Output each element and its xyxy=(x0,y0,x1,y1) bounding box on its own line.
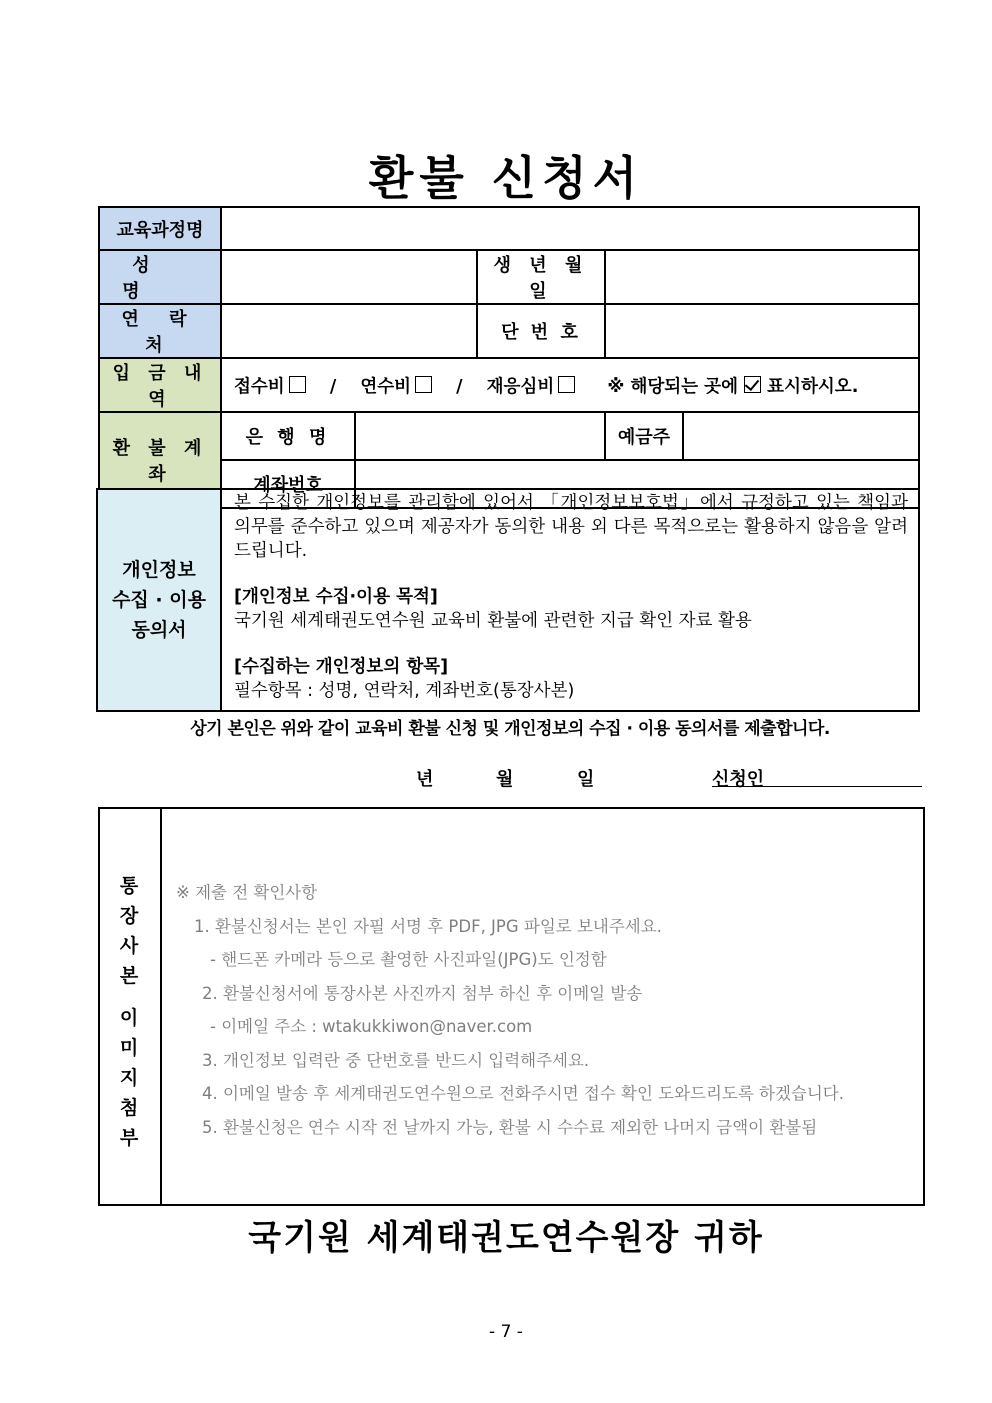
account-label: 계좌번호 xyxy=(221,460,355,508)
checklist-item: 1. 환불신청서는 본인 자필 서명 후 PDF, JPG 파일로 보내주세요. xyxy=(194,916,662,936)
signature-line[interactable] xyxy=(712,786,922,787)
checkbox[interactable] xyxy=(558,376,575,393)
items-heading: [수집하는 개인정보의 항목] xyxy=(234,657,449,677)
checklist-subitem: - 이메일 주소 : wtakukkiwon@naver.com xyxy=(210,1017,533,1036)
privacy-label: 개인정보 수집 · 이용 동의서 xyxy=(97,489,221,711)
applicant-table xyxy=(98,206,920,509)
checklist-item: 3. 개인정보 입력란 중 단번호를 반드시 입력해주세요. xyxy=(202,1050,590,1070)
privacy-intro: 본 수집한 개인정보를 관리함에 있어서 「개인정보보호법」에서 규정하고 있는 책임과 의무를 준수하고 있으며 제공자가 동의한 내용 외 다른 목적으로는 활용하지 않음을 알려드립니다. xyxy=(234,493,908,561)
contact-field[interactable] xyxy=(221,304,477,358)
checkbox[interactable] xyxy=(415,376,432,393)
course-field[interactable] xyxy=(221,207,919,250)
deposit-note: ※ 해당되는 곳에 표시하시오. xyxy=(607,376,859,397)
checklist-subitem: - 핸드폰 카메라 등으로 촬영한 사진파일(JPG)도 인정함 xyxy=(210,950,607,969)
option-reexam-fee[interactable]: 재응심비 xyxy=(487,377,576,397)
checkbox[interactable] xyxy=(289,376,306,393)
checklist-item: 2. 환불신청서에 통장사본 사진까지 첨부 하신 후 이메일 발송 xyxy=(202,983,643,1003)
deposit-options: 접수비 / 연수비 / 재응심비 ※ 해당되는 곳에 표시하시오. xyxy=(221,358,919,412)
checklist-item: 5. 환불신청은 연수 시작 전 날까지 가능, 환불 시 수수료 제외한 나머지 금액이 환불됨 xyxy=(202,1117,818,1137)
birth-field[interactable] xyxy=(605,250,919,304)
page-number: - 7 - xyxy=(489,1322,523,1342)
purpose-heading: [개인정보 수집·이용 목적] xyxy=(234,587,438,607)
applicant-label: 신청인 xyxy=(712,769,765,790)
name-field[interactable] xyxy=(221,250,477,304)
bank-label: 은 행 명 xyxy=(221,412,355,460)
dan-label: 단 번 호 xyxy=(477,304,605,358)
checklist-heading: ※ 제출 전 확인사항 xyxy=(176,883,318,902)
holder-field[interactable] xyxy=(683,412,919,460)
checklist-item: 4. 이메일 발송 후 세계태권도연수원으로 전화주시면 접수 확인 도와드리도록 하겠습니다. xyxy=(202,1084,844,1103)
dan-field[interactable] xyxy=(605,304,919,358)
submission-statement: 상기 본인은 위와 같이 교육비 환불 신청 및 개인정보의 수집 · 이용 동의서를 제출합니다. xyxy=(190,719,830,739)
date-month: 월 xyxy=(496,769,514,790)
items-text: 필수항목 : 성명, 연락처, 계좌번호(통장사본) xyxy=(234,681,575,701)
holder-label: 예금주 xyxy=(605,412,683,460)
submission-checklist xyxy=(176,876,844,1144)
addressee: 국기원 세계태권도연수원장 귀하 xyxy=(248,1218,764,1258)
date-day: 일 xyxy=(577,769,595,790)
option-training-fee[interactable]: 연수비 xyxy=(360,377,432,397)
page-title: 환불 신청서 xyxy=(368,151,644,205)
date-year: 년 xyxy=(416,769,434,790)
privacy-table xyxy=(96,488,920,712)
name-label: 성 명 xyxy=(99,250,221,304)
contact-label: 연 락 처 xyxy=(99,304,221,358)
purpose-text: 국기원 세계태권도연수원 교육비 환불에 관련한 지급 확인 자료 활용 xyxy=(234,611,752,631)
check-mark-icon xyxy=(744,376,761,393)
course-label: 교육과정명 xyxy=(99,207,221,250)
deposit-label: 입 금 내 역 xyxy=(99,358,221,412)
refund-label: 환 불 계 좌 xyxy=(99,412,221,508)
bank-field[interactable] xyxy=(355,412,605,460)
privacy-body xyxy=(221,489,919,711)
birth-label: 생 년 월 일 xyxy=(477,250,605,304)
option-application-fee[interactable]: 접수비 xyxy=(234,377,306,397)
attachment-side-label: 통 장 사 본 이 미 지 첨 부 xyxy=(98,807,162,1206)
